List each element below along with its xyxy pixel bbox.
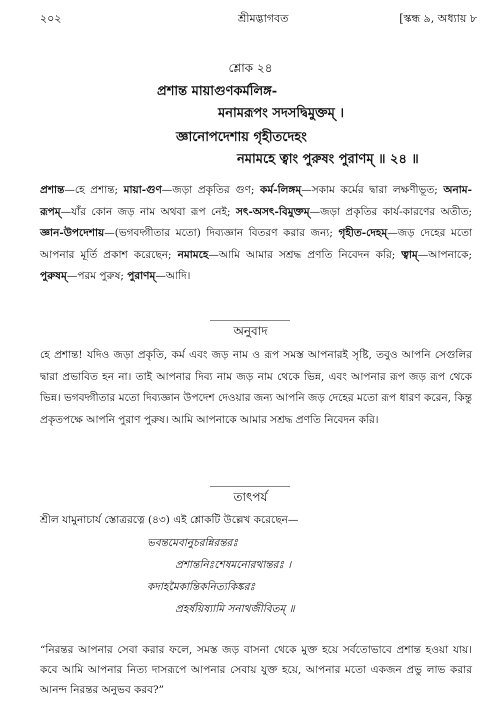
purport-intro: শ্রীল যামুনাচার্য স্তোত্ররত্নে (৪৩) এই শ্লোকটি উল্লেখ করেছেন—: [40, 514, 299, 526]
chapter-reference: [স্কন্ধ ৯, অধ্যায় ৮: [399, 12, 477, 25]
synonym-meaning: —সকাম কর্মের দ্বারা লক্ষণীভূত;: [301, 184, 444, 196]
page-number: ২০২: [40, 12, 62, 25]
synonym-meaning: —আদি।: [155, 270, 191, 283]
divider: [210, 320, 290, 321]
synonym-word: ত্বাম্: [401, 248, 418, 261]
verse-line-4: নমামহে ত্বাং পুরুষং পুরাণম্ ॥ ২৪ ॥: [237, 152, 419, 167]
synonym-word: সৎ-অসৎ-বিমুক্তম্: [235, 205, 310, 218]
purport-heading: তাৎপর্য: [233, 490, 268, 504]
synonym-word: নমামহে: [177, 248, 209, 261]
synonym-word: পুরুষম্: [40, 270, 67, 283]
synonym-meaning: —জড় দেহের মতো আপনার মূর্তি প্রকাশ করেছেন;: [40, 227, 473, 261]
verse-line-1: প্রশান্ত মায়াগুণকর্মলিঙ্গ-: [157, 84, 278, 99]
purport-quote: “নিরন্তর আপনার সেবা করার ফলে, সমস্ত জড় বাসনা থেকে মুক্ত হয়ে সর্বতোভাবে প্রশান্ত হওয়া যায়। কবে আমি আপনার নিত্য দাসরূপে আপনার সেবায় যুক্ত হয়ে, আপনার মতো একজন প্রভু লাভ করার আনন্দ নিরন্তর অনুভব করব?”: [40, 644, 472, 696]
synonym-word: পুরাণম্: [127, 270, 156, 283]
synonym-meaning: —জড়া প্রকৃতির গুণ;: [161, 184, 261, 196]
verse-number: শ্লোক ২৪: [228, 61, 273, 75]
verse-line-2: মনামরূপং সদসদ্বিমুক্তম্ ।: [218, 106, 345, 121]
synonym-word: গৃহীত-দেহম্: [338, 227, 388, 240]
page-header: [40, 10, 477, 26]
synonym-word: জ্ঞান-উপদেশায়: [40, 227, 105, 240]
synonym-meaning: —জড়া প্রকৃতির কার্য-কারণের অতীত;: [309, 205, 473, 218]
quote-verse-line-2: প্রশান্তনিঃশেষমনোরথান্তরঃ ।: [175, 559, 292, 571]
divider: [210, 486, 290, 487]
verse-line-3: জ্ঞানোপদেশায় গৃহীতদেহং: [176, 130, 307, 145]
synonym-word: মায়া-গুণ: [123, 184, 162, 196]
synonym-meaning: —পরম পুরুষ;: [66, 270, 128, 283]
quote-verse-line-1: ভবন্তমেবানুচরন্নিরন্তরঃ: [147, 537, 238, 549]
quote-verse-line-4: প্রহর্ষয়িষ্যামি সনাথজীবিতম্ ॥: [175, 603, 295, 615]
synonym-word: অনাম-রূপম্: [40, 184, 472, 218]
synonym-meaning: —আপনাকে;: [417, 248, 473, 261]
book-title: শ্রীমদ্ভাগবত: [238, 12, 289, 25]
synonyms-paragraph: [40, 180, 472, 288]
synonym-word: প্রশান্ত: [40, 184, 65, 196]
synonym-word: কর্ম-লিঙ্গম্: [260, 184, 302, 196]
translation-heading: অনুবাদ: [233, 324, 268, 338]
synonym-meaning: —যাঁর কোন জড় নাম অথবা রূপ নেই;: [60, 205, 236, 218]
translation-paragraph: হে প্রশান্ত! যদিও জড়া প্রকৃতি, কর্ম এবং জড় নাম ও রূপ সমস্ত আপনারই সৃষ্টি, তবুও আপনি সেগুলির দ্বারা প্রভাবিত হন না। তাই আপনার দিব্য নাম জড় নাম থেকে ভিন্ন, এবং আপনার রূপ জড় রূপ থেকে ভিন্ন। ভগবদ্গীতার মতো দিব্যজ্ঞান উপদেশ দেওয়ার জন্য আপনি জড় দেহের মতো রূপ ধারণ করেন, কিন্তু প্রকৃতপক্ষে আপনি পুরাণ পুরুষ। আমি আপনাকে আমার সশ্রদ্ধ প্রণতি নিবেদন করি।: [40, 349, 472, 426]
quote-verse-line-3: কদাহমৈকান্তিকনিত্যকিঙ্করঃ: [147, 581, 256, 593]
synonym-meaning: —(ভগবদ্গীতার মতো) দিব্যজ্ঞান বিতরণ করার জন্য;: [104, 227, 339, 240]
synonym-meaning: —হে প্রশান্ত;: [64, 184, 124, 196]
synonym-meaning: —আমি আমার সশ্রদ্ধ প্রণতি নিবেদন করি;: [208, 248, 402, 261]
